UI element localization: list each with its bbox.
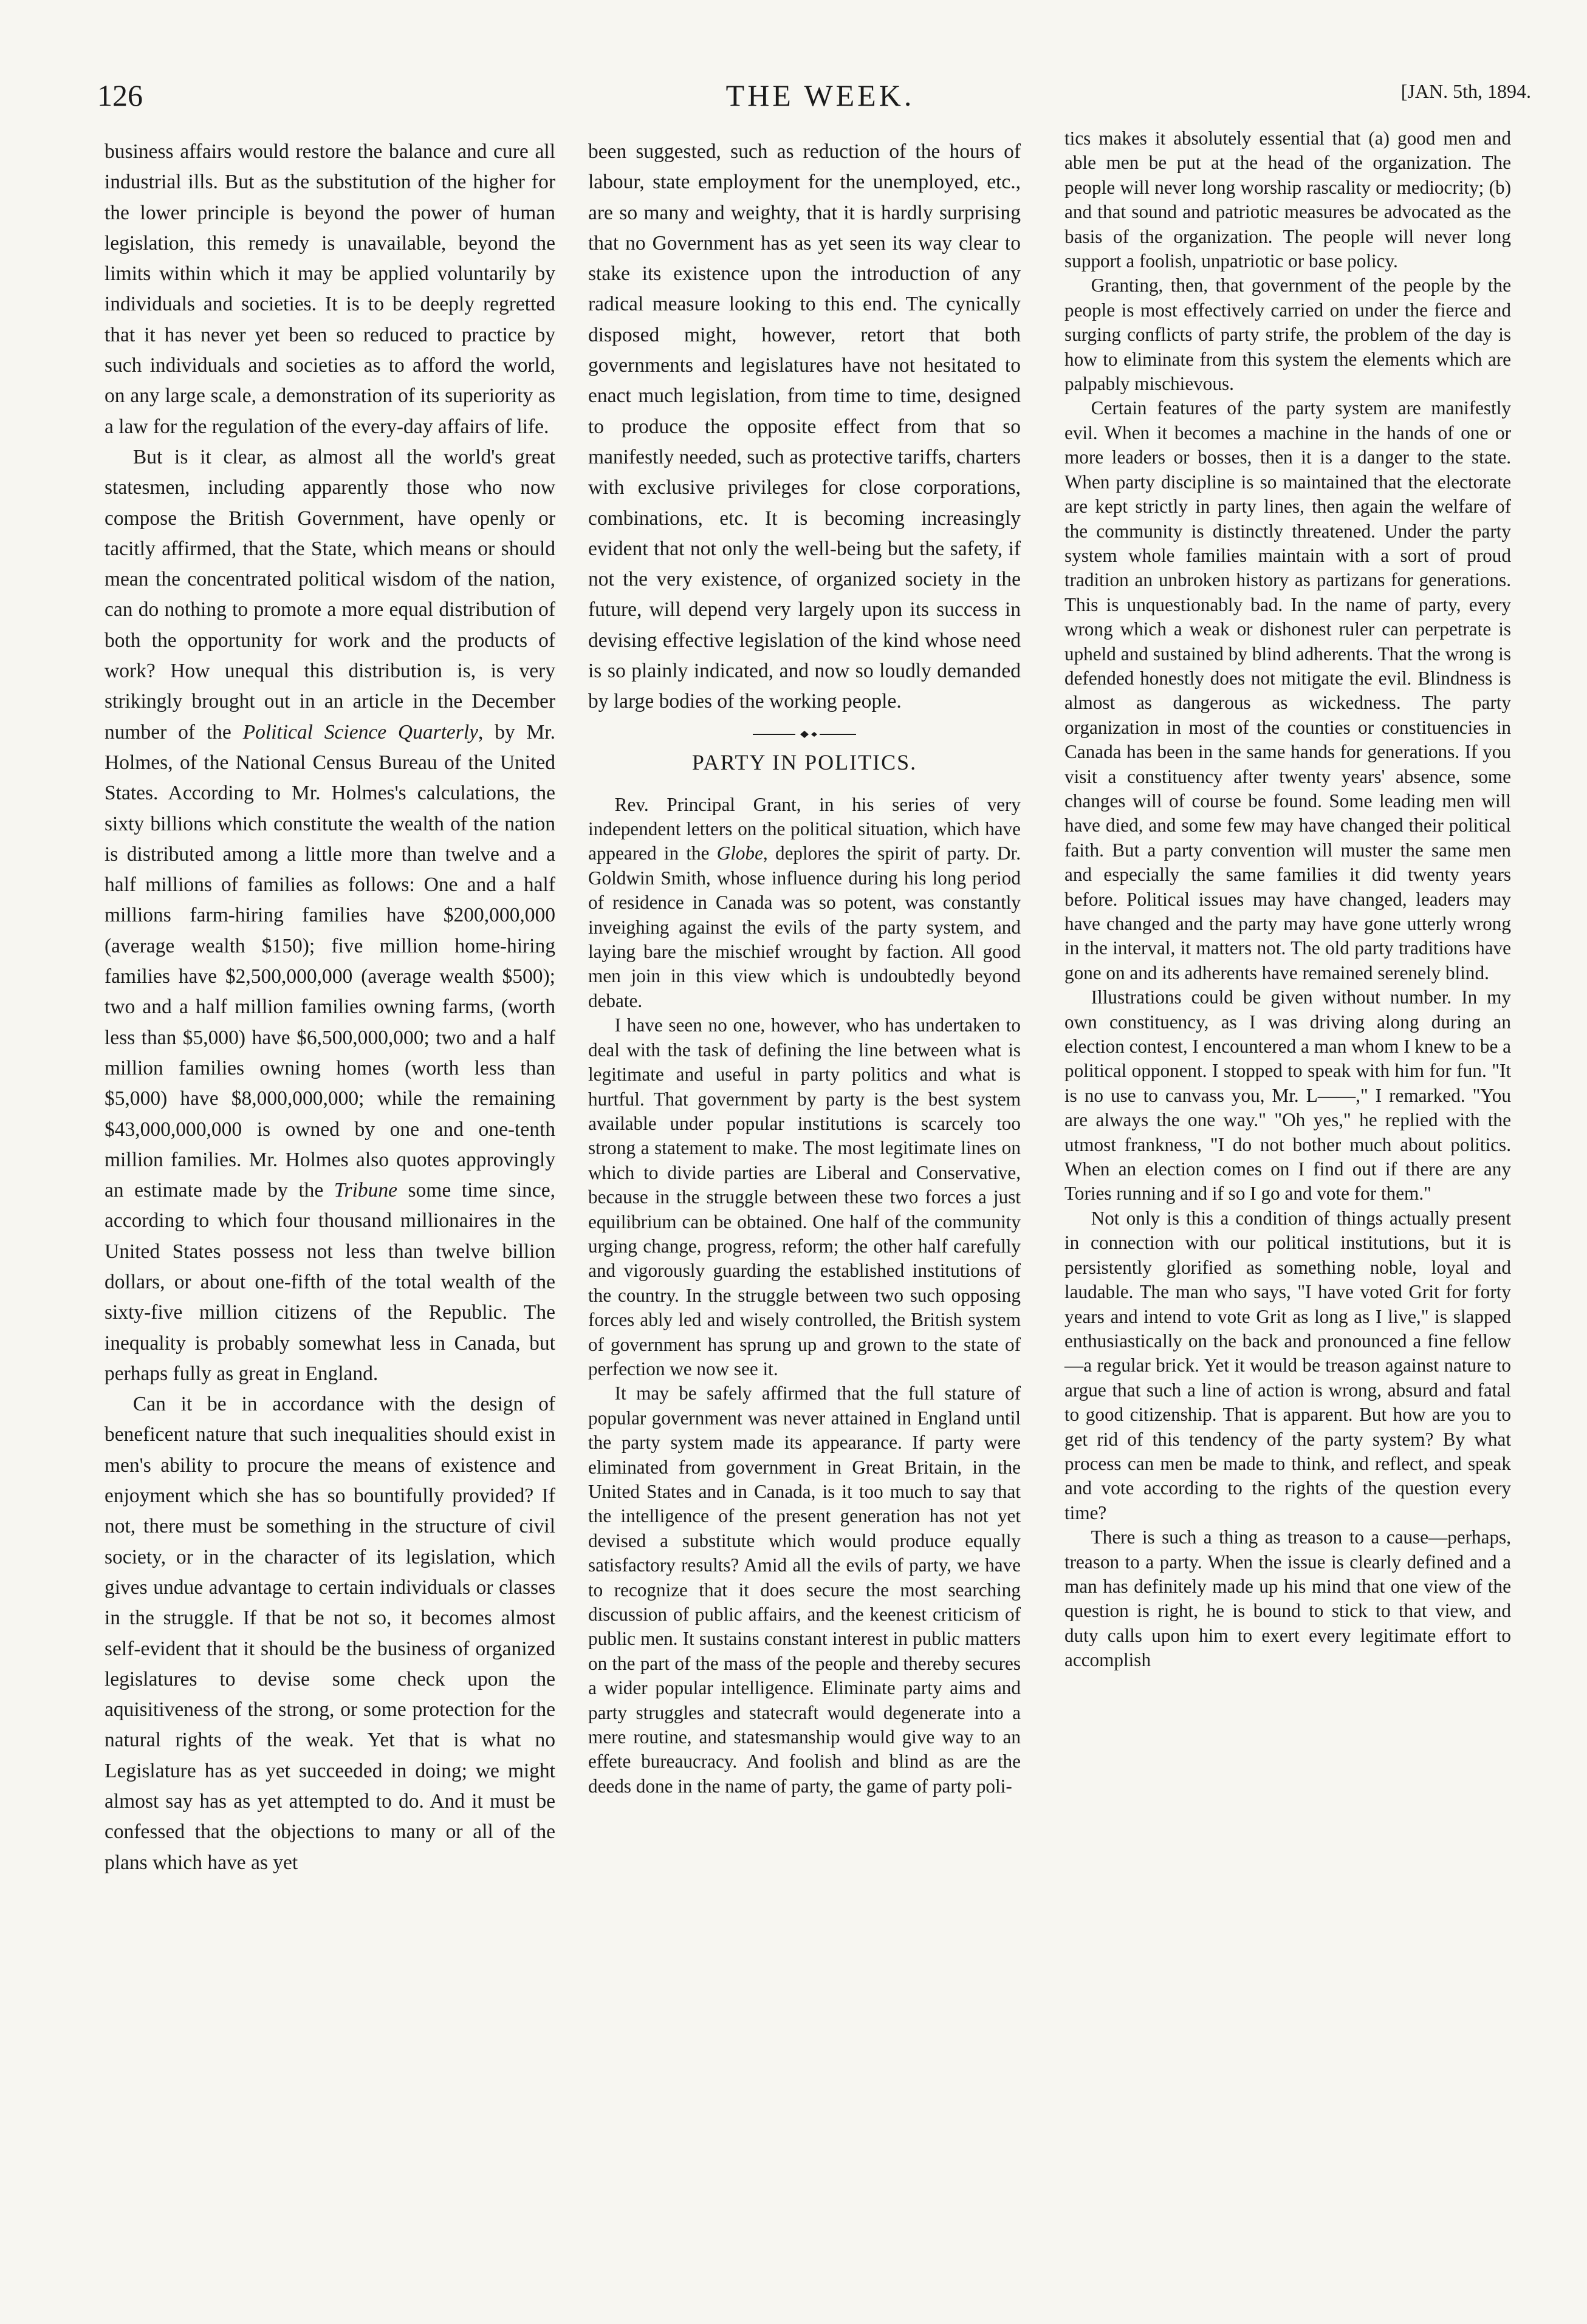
paragraph: tics makes it absolutely essential that (a) good men and able men be put at the head of the organization. The people will never long worship rascality or mediocrity; (b) and that sound and patriotic measures be advocated as the basis of the organization. The people will never long support a foolish, unpatriotic or base policy. [1064,128,1511,272]
page-header [97,78,1543,126]
paragraph: But is it clear, as almost all the world's great statesmen, including apparently those who now compose the British Government, have openly or tacitly affirmed, that the State, which means or should mean the concentrated political wisdom of the nation, can do nothing to promote a more equal distribution of both the opportunity for work and the products of work? How unequal this distribution is, is very strikingly brought out in an article in the December number of the Political Science Quarterly, by Mr. Holmes, of the National Census Bureau of the United States. According to Mr. Holmes's calculations, the sixty billions which constitute the wealth of the nation is distributed among a little more than twelve and a half millions of families as follows: One and a half millions farm-hiring families have $200,000,000 (average wealth $150); five million home-hiring families have $2,500,000,000 (average wealth $500); two and a half million families owning farms, (worth less than $5,000) have $6,500,000,000; two and a half million families owning homes (worth less than $5,000) have $8,000,000,000; while the remaining $43,000,000,000 is owned by one and one-tenth million families. Mr. Holmes also quotes approvingly an estimate made by the Tribune some time since, according to which four thousand millionaires in the United States possess not less than twelve billion dollars, or about one-fifth of the total wealth of the sixty-five million citizens of the Republic. The inequality is probably somewhat less in Canada, but perhaps fully as great in England. [105,445,556,1385]
column-middle [588,137,1021,1799]
paragraph: Illustrations could be given without number. In my own constituency, as I was driving along during an election contest, I encountered a man whom I knew to be a political opponent. I stopped to speak with him for fun. "It is no use to canvass you, Mr. L——," I remarked. "You are always the one way." "Oh yes," he replied with the utmost frankness, "I do not bother much about politics. When an election comes on I find out if there are any Tories running and if so I go and vote for them." [1064,986,1511,1205]
column-left [105,137,555,1878]
paragraph: business affairs would restore the balance and cure all industrial ills. But as the substitution of the higher for the lower principle is beyond the power of human legislation, this remedy is unavailable, beyond the limits within which it may be applied voluntarily by individuals and societies. It is to be deeply regretted that it has never yet been so reduced to practice by such individuals and societies as to afford the world, on any large scale, a demonstration of its superiority as a law for the regulation of the every-day affairs of life. [105,140,555,438]
paragraph: Can it be in accordance with the design of beneficent nature that such inequalities should exist in men's ability to procure the means of existence and enjoyment which she has so bountifully provided? If not, there must be something in the structure of civil society, or in the character of its legislation, which gives undue advantage to certain individuals or classes in the struggle. If that be not so, it becomes almost self-evident that it should be the business of organized legislatures to devise some check upon the aquisitiveness of the strong, or some protection for the natural rights of the weak. Yet that is what no Legislature has as yet succeeded in doing; we might almost say has as yet attempted to do. And it must be confessed that the objections to many or all of the plans which have as yet [105,1393,555,1874]
journal-title: THE WEEK. [725,78,915,112]
ornamental-divider [753,728,856,740]
article-body [588,793,1021,1799]
paragraph: There is such a thing as treason to a cause—perhaps, treason to a party. When the issue is clearly defined and a man has definitely made up his mind that one view of the question is right, he is bound to stick to that view, and duty calls upon him to exert every legitimate effort to accomplish [1064,1526,1511,1671]
paragraph: I have seen no one, however, who has undertaken to deal with the task of defining the line between what is legitimate and useful in party politics and what is hurtful. That government by party is the best system available under popular institutions is scarcely too strong a statement to make. The most legitimate lines on which to divide parties are Liberal and Conservative, because in the struggle between these two forces a just equilibrium can be obtained. One half of the community urging change, progress, reform; the other half carefully and vigorously guarding the established institutions of the country. In the struggle between two such opposing forces ably led and wisely controlled, the British system of government has sprung up and grown to the state of perfection we now see it. [588,1014,1021,1379]
issue-date: [JAN. 5th, 1894. [1400,80,1531,102]
paragraph: Certain features of the party system are manifestly evil. When it becomes a machine in the hands of one or more leaders or bosses, then it is a danger to the state. When party discipline is so maintained that the electorate are kept strictly in party lines, then again the welfare of the community is distinctly threatened. Under the party system whole families maintain with a sort of proud tradition an unbroken history as partizans for generations. This is unquestionably bad. In the name of party, every wrong which a weak or dishonest ruler can perpetrate is upheld and sustained by blind adherents. That the wrong is defended honestly does not mitigate the evil. Blindness is almost as dangerous as wickedness. The party organization in most of the counties or constituencies in Canada has been in the same hands for generations. If you visit a constituency after twenty years' absence, some changes will of course be found. Some leading men will have died, and some few may have changed their political faith. But a party convention will muster the same men and especially the same families it did twenty years before. Political issues may have changed, leaders may have changed and the party may have gone utterly wrong in the interval, it matters not. The old party traditions have gone on and its adherents have remained serenely blind. [1064,397,1511,983]
newspaper-name: Globe [716,842,763,864]
paragraph: Rev. Principal Grant, in his series of very independent letters on the political situation, which have appeared in the Globe, deplores the spirit of party. Dr. Goldwin Smith, whose influence during his long period of residence in Canada was so potent, was constantly inveighing against the evils of the party system, and laying bare the mischief wrought by faction. All good men join in this view which is undoubtedly beyond debate. [588,793,1021,1011]
column-right [1064,126,1511,1673]
section-title: PARTY IN POLITICS. [691,750,917,774]
paragraph: Not only is this a condition of things actually present in connection with our political institutions, but it is persistently glorified as something noble, loyal and laudable. The man who says, "I have voted Grit for forty years and intend to vote Grit as long as I live," is slapped enthusiastically on the back and pronounced a fine fellow—a regular brick. Yet it would be treason against nature to argue that such a line of action is wrong, absurd and fatal to good citizenship. That is apparent. But how are you to get rid of this tendency of the party system? By what process can men be made to think, and reflect, and speak and vote according to the rights of the question every time? [1064,1207,1511,1523]
newspaper-name: Tribune [334,1179,398,1202]
paragraph: Granting, then, that government of the people by the people is most effectively carried on under the fierce and surging conflicts of party strife, the problem of the day is how to eliminate from this system the elements which are palpably mischievous. [1064,275,1511,395]
paragraph: It may be safely affirmed that the full stature of popular government was never attained in England until the party system made its appearance. If party were eliminated from government in Great Britain, in the United States and in Canada, is it too much to say that the intelligence of the present generation has not yet devised a substitute which would produce equally satisfactory results? Amid all the evils of party, we have to recognize that it does secure the most searching discussion of public affairs, and the keenest criticism of public men. It sustains constant interest in public matters on the part of the mass of the people and thereby secures a wider popular intelligence. Eliminate party aims and party struggles and statecraft would degenerate into a mere routine, and statesmanship would give way to an effete bureaucracy. And foolish and blind as are the deeds done in the name of party, the game of party poli- [588,1382,1021,1797]
paragraph: been suggested, such as reduction of the hours of labour, state employment for the unemployed, etc., are so many and weighty, that it is hardly surprising that no Government has as yet seen its way clear to stake its existence upon the introduction of any radical measure looking to this end. The cynically disposed might, however, retort that both governments and legislatures have not hesitated to enact much legislation, from time to time, designed to produce the opposite effect from that so manifestly needed, such as protective tariffs, charters with exclusive privileges for close corporations, combinations, etc. It is becoming increasingly evident that not only the well-being but the safety, if not the very existence, of organized society in the future, will depend very largely upon its success in devising effective legislation of the kind whose need is so plainly indicated, and now so loudly demanded by large bodies of the working people. [588,140,1021,713]
journal-name: Political Science Quarterly [242,720,479,743]
page-number: 126 [97,78,143,112]
